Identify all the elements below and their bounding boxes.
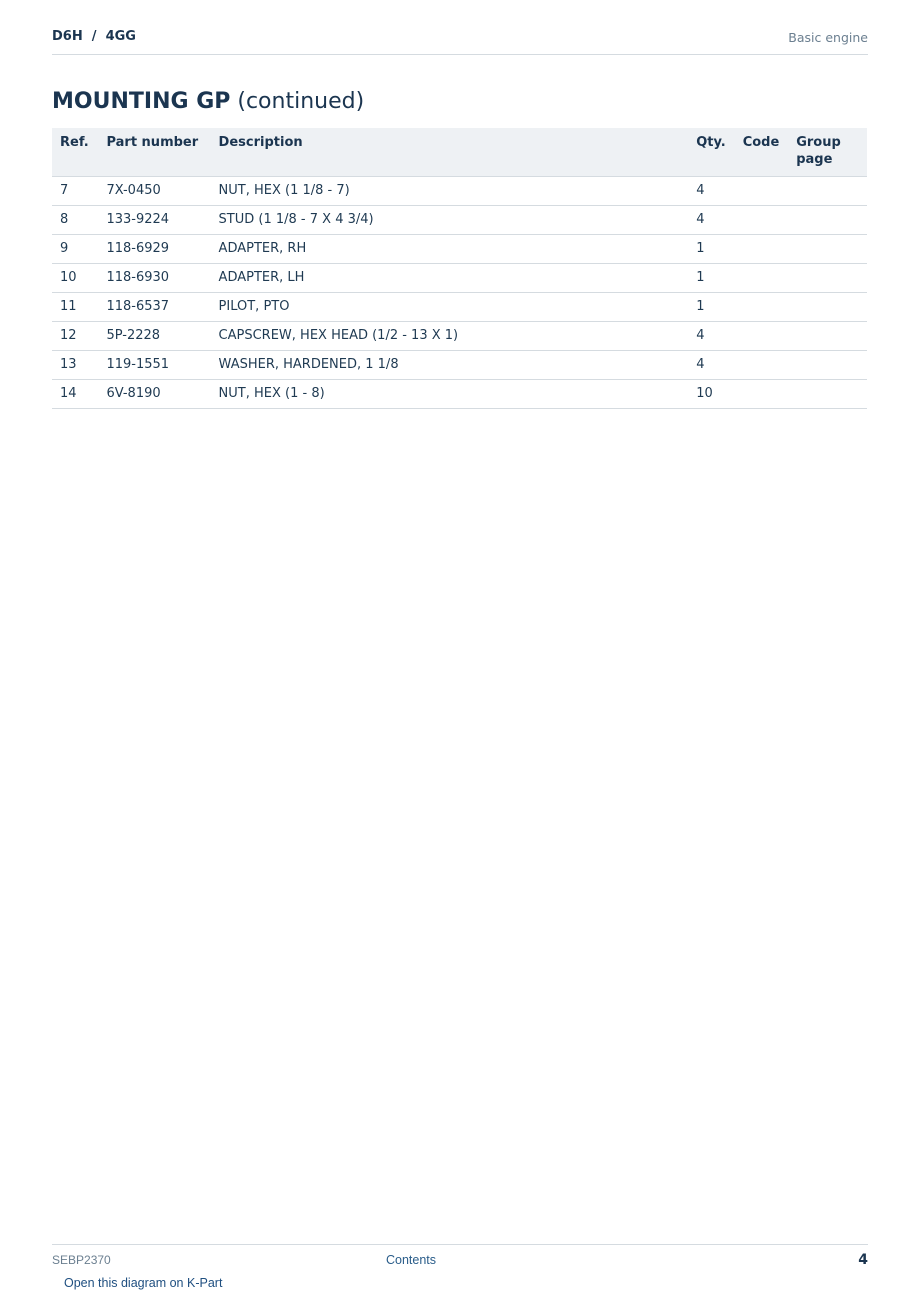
group-page-cell bbox=[788, 351, 867, 380]
description-cell: CAPSCREW, HEX HEAD (1/2 - 13 X 1) bbox=[211, 322, 689, 351]
qty-cell: 4 bbox=[688, 322, 734, 351]
description-cell: NUT, HEX (1 1/8 - 7) bbox=[211, 177, 689, 206]
group-page-cell bbox=[788, 235, 867, 264]
description-cell: ADAPTER, RH bbox=[211, 235, 689, 264]
code-cell bbox=[735, 235, 789, 264]
title-main: MOUNTING GP bbox=[52, 89, 231, 114]
table-body bbox=[52, 177, 867, 409]
group-page-cell bbox=[788, 264, 867, 293]
qty-cell: 1 bbox=[688, 264, 734, 293]
code-cell bbox=[735, 206, 789, 235]
description-cell: STUD (1 1/8 - 7 X 4 3/4) bbox=[211, 206, 689, 235]
ref-cell: 14 bbox=[52, 380, 98, 409]
document-id: SEBP2370 bbox=[52, 1253, 111, 1267]
group-page-cell bbox=[788, 322, 867, 351]
open-in-kpart-link[interactable]: Open this diagram on K-Part bbox=[64, 1276, 223, 1290]
table-row bbox=[52, 206, 867, 235]
column-header-part-number: Part number bbox=[98, 128, 210, 177]
qty-cell: 4 bbox=[688, 177, 734, 206]
qty-cell: 1 bbox=[688, 293, 734, 322]
ref-cell: 9 bbox=[52, 235, 98, 264]
column-header-description: Description bbox=[211, 128, 689, 177]
ref-cell: 8 bbox=[52, 206, 98, 235]
description-cell: ADAPTER, LH bbox=[211, 264, 689, 293]
column-header-code: Code bbox=[735, 128, 789, 177]
qty-cell: 10 bbox=[688, 380, 734, 409]
column-header-ref: Ref. bbox=[52, 128, 98, 177]
breadcrumb bbox=[52, 29, 136, 44]
serial-prefix-label: 4GG bbox=[105, 29, 136, 44]
breadcrumb-separator: / bbox=[91, 29, 97, 44]
page-number: 4 bbox=[858, 1252, 868, 1268]
description-cell: NUT, HEX (1 - 8) bbox=[211, 380, 689, 409]
part-number-cell: 118-6537 bbox=[98, 293, 210, 322]
contents-link[interactable]: Contents bbox=[386, 1253, 437, 1267]
table-row bbox=[52, 264, 867, 293]
group-page-cell bbox=[788, 380, 867, 409]
code-cell bbox=[735, 351, 789, 380]
qty-cell: 4 bbox=[688, 206, 734, 235]
description-cell: PILOT, PTO bbox=[211, 293, 689, 322]
table-row bbox=[52, 351, 867, 380]
table-row bbox=[52, 322, 867, 351]
model-label: D6H bbox=[52, 29, 83, 44]
table-row bbox=[52, 177, 867, 206]
group-page-cell bbox=[788, 206, 867, 235]
table-row bbox=[52, 293, 867, 322]
page-title bbox=[52, 89, 364, 114]
ref-cell: 11 bbox=[52, 293, 98, 322]
ref-cell: 12 bbox=[52, 322, 98, 351]
part-number-cell: 7X-0450 bbox=[98, 177, 210, 206]
table-header-row bbox=[52, 128, 867, 177]
code-cell bbox=[735, 322, 789, 351]
code-cell bbox=[735, 264, 789, 293]
section-name: Basic engine bbox=[788, 30, 868, 45]
parts-table bbox=[52, 128, 867, 409]
part-number-cell: 118-6930 bbox=[98, 264, 210, 293]
table-row bbox=[52, 380, 867, 409]
qty-cell: 1 bbox=[688, 235, 734, 264]
part-number-cell: 133-9224 bbox=[98, 206, 210, 235]
part-number-cell: 119-1551 bbox=[98, 351, 210, 380]
part-number-cell: 5P-2228 bbox=[98, 322, 210, 351]
code-cell bbox=[735, 380, 789, 409]
page-footer bbox=[52, 1244, 868, 1271]
column-header-group-page: Group page bbox=[788, 128, 867, 177]
group-page-cell bbox=[788, 177, 867, 206]
column-header-qty: Qty. bbox=[688, 128, 734, 177]
part-number-cell: 118-6929 bbox=[98, 235, 210, 264]
ref-cell: 13 bbox=[52, 351, 98, 380]
table-row bbox=[52, 235, 867, 264]
title-suffix: (continued) bbox=[237, 89, 365, 114]
code-cell bbox=[735, 293, 789, 322]
qty-cell: 4 bbox=[688, 351, 734, 380]
ref-cell: 10 bbox=[52, 264, 98, 293]
page-header bbox=[52, 28, 868, 55]
part-number-cell: 6V-8190 bbox=[98, 380, 210, 409]
code-cell bbox=[735, 177, 789, 206]
group-page-cell bbox=[788, 293, 867, 322]
ref-cell: 7 bbox=[52, 177, 98, 206]
description-cell: WASHER, HARDENED, 1 1/8 bbox=[211, 351, 689, 380]
